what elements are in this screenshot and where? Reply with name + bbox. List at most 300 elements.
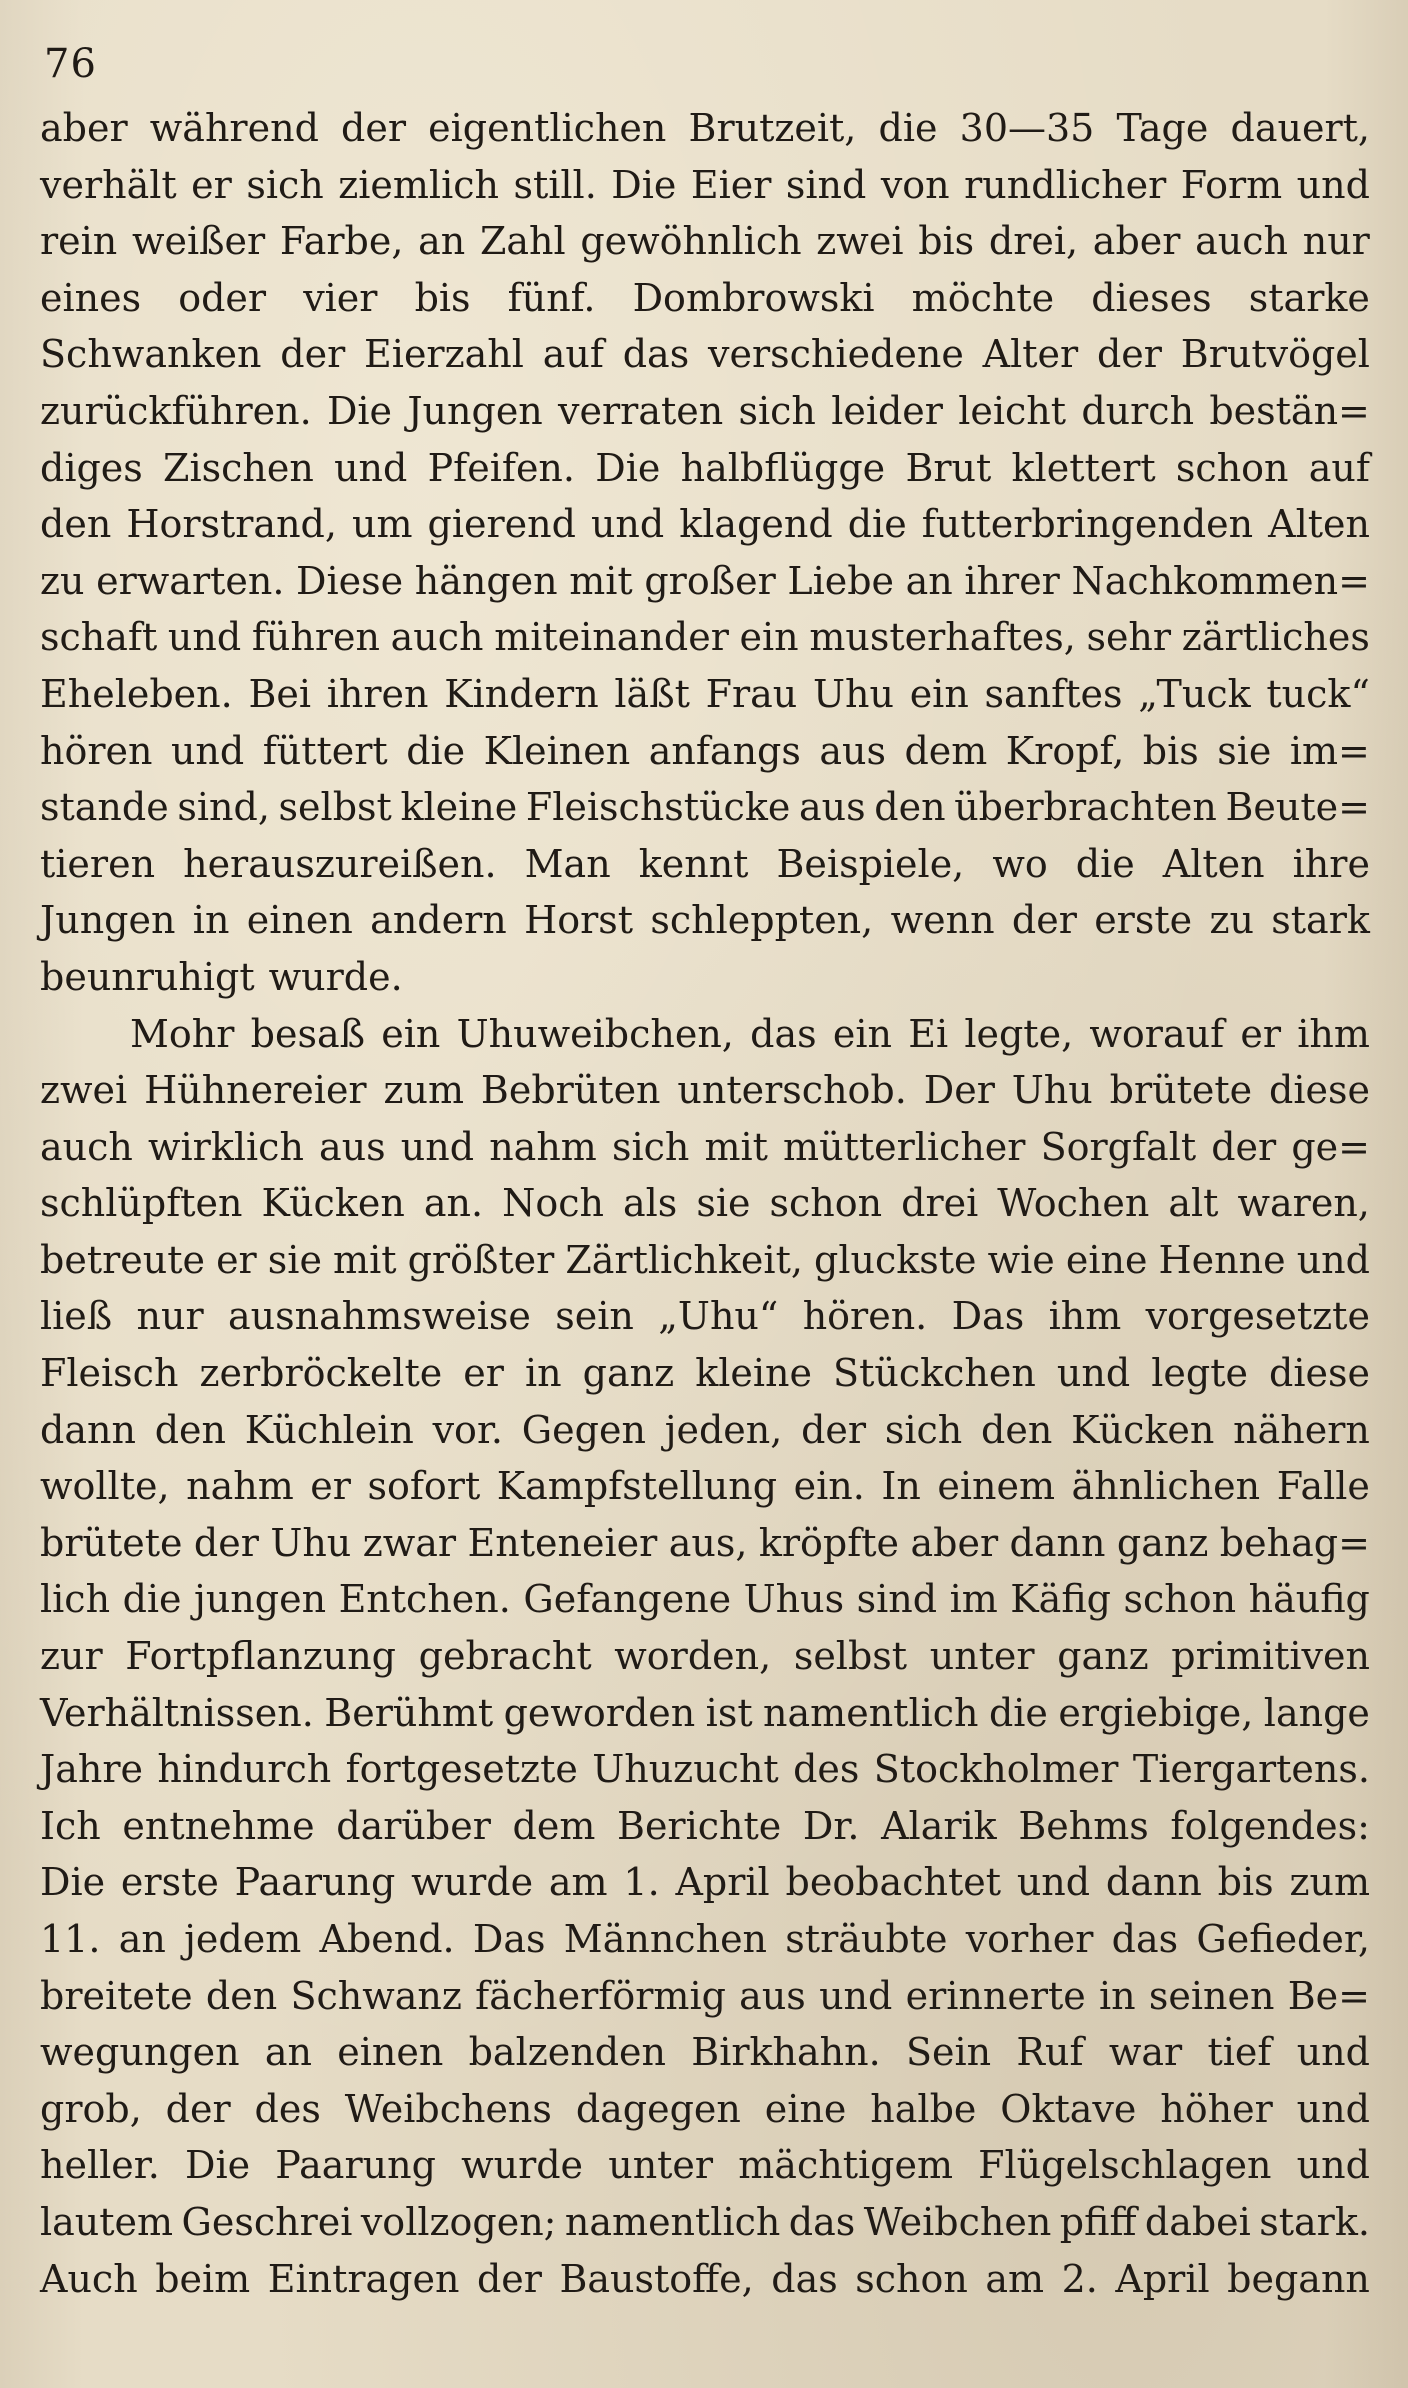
word: sofort xyxy=(367,1464,481,1509)
word: pfiff xyxy=(1059,2199,1137,2244)
word: leider xyxy=(831,388,943,433)
word: worauf xyxy=(1089,1011,1225,1056)
word: den xyxy=(981,1407,1053,1452)
word: er xyxy=(463,1351,504,1396)
word: breitete xyxy=(40,1973,193,2018)
word: Abend. xyxy=(319,1917,455,1961)
word: alt xyxy=(1168,1181,1219,1226)
text-line xyxy=(40,553,1370,610)
word: stande xyxy=(40,785,169,830)
word: Liebe xyxy=(787,558,895,603)
word: und xyxy=(1296,2143,1370,2188)
word: starke xyxy=(1248,275,1370,320)
word: entnehme xyxy=(122,1803,315,1848)
word: vorgesetzte xyxy=(1145,1294,1370,1339)
word: wollte, xyxy=(40,1464,170,1509)
word: dagegen xyxy=(575,2086,741,2131)
word: aus xyxy=(319,1124,386,1169)
text-line xyxy=(40,1968,1370,2025)
word: und xyxy=(590,502,665,547)
word: zwar xyxy=(362,1520,457,1565)
word: Berühmt xyxy=(324,1690,494,1735)
text-line xyxy=(40,440,1370,497)
text-line xyxy=(40,1854,1370,1911)
word: zu xyxy=(40,558,85,603)
word: des xyxy=(793,1747,860,1792)
word: schon xyxy=(1175,445,1289,490)
word: Kleinen xyxy=(483,728,631,773)
body-text xyxy=(40,100,1370,2307)
word: Oktave xyxy=(1000,2086,1137,2131)
word: selbst xyxy=(278,785,392,830)
text-line xyxy=(40,1345,1370,1402)
word: das xyxy=(750,1011,817,1056)
word: erinnerte xyxy=(905,1973,1086,2018)
word: Mohr xyxy=(130,1011,235,1056)
word: vor. xyxy=(432,1407,504,1452)
word: den xyxy=(874,785,946,830)
word: Enteneier xyxy=(467,1520,658,1565)
word: nur xyxy=(136,1294,204,1339)
text-line xyxy=(40,1628,1370,1685)
word: größter xyxy=(407,1237,555,1282)
word: häufig xyxy=(1248,1577,1370,1622)
word: zerbröckelte xyxy=(199,1351,443,1396)
word: am xyxy=(985,2256,1045,2301)
word: geworden xyxy=(503,1690,696,1735)
word: tieren xyxy=(40,841,156,886)
word: mit xyxy=(704,1124,768,1169)
word: Eier xyxy=(690,162,772,207)
text-line xyxy=(40,2081,1370,2138)
word: Schwanken xyxy=(40,332,262,377)
word: gluckste xyxy=(814,1237,977,1282)
word: schlüpften xyxy=(40,1181,243,1226)
word: wenn xyxy=(890,898,995,943)
word: Baustoffe, xyxy=(559,2256,754,2301)
word: ganz xyxy=(1116,1520,1209,1565)
word: Ruf xyxy=(1016,2030,1084,2075)
word: Zischen xyxy=(163,445,314,490)
word: bis xyxy=(1142,728,1199,773)
word: einen xyxy=(337,2030,444,2075)
word: aus xyxy=(798,785,866,830)
word: balzenden xyxy=(468,2030,666,2075)
word: stark. xyxy=(1259,2199,1370,2244)
word: von xyxy=(880,162,950,207)
word: die xyxy=(847,502,907,547)
word: grob, xyxy=(40,2086,142,2131)
word: bis xyxy=(918,219,975,264)
word: anfangs xyxy=(648,728,801,773)
word: Uhu xyxy=(270,1520,352,1565)
word: Das xyxy=(472,1917,546,1961)
word: führen xyxy=(251,615,380,660)
word: Farbe, xyxy=(279,219,404,264)
word: Fleisch xyxy=(40,1351,179,1396)
word: und xyxy=(334,445,408,490)
text-line xyxy=(40,1175,1370,1232)
word: wurde xyxy=(461,2143,584,2188)
word: eigentlichen xyxy=(428,106,667,150)
word: schon xyxy=(855,2256,968,2301)
word: erste xyxy=(1094,898,1193,943)
text-line xyxy=(40,2251,1370,2308)
word: Die xyxy=(326,388,393,433)
word: zurückführen. xyxy=(40,388,312,433)
word: Die xyxy=(185,2143,251,2188)
word: am xyxy=(548,1860,608,1905)
word: er xyxy=(1240,1011,1282,1056)
text-line xyxy=(40,1911,1370,1968)
text-line xyxy=(40,1402,1370,1459)
word: den xyxy=(205,1973,278,2018)
word: den xyxy=(154,1407,226,1452)
word: Uhuweibchen, xyxy=(456,1011,734,1056)
word: herauszureißen. xyxy=(183,841,497,886)
word: ergiebige, xyxy=(1058,1690,1254,1735)
word: bestän= xyxy=(1209,388,1370,433)
word: erste xyxy=(120,1860,219,1905)
word: mit xyxy=(333,1237,397,1282)
word: Fortpflanzung xyxy=(125,1634,396,1679)
word: weißer xyxy=(131,219,266,264)
word: Das xyxy=(951,1294,1025,1339)
word: worden, xyxy=(614,1634,772,1679)
word: fortgesetzte xyxy=(345,1747,578,1792)
word: zu xyxy=(1209,898,1254,943)
word: wurde. xyxy=(268,954,403,999)
text-line xyxy=(40,2137,1370,2194)
word: andern xyxy=(370,898,507,943)
word: und xyxy=(400,1124,475,1169)
text-line xyxy=(40,949,1370,1006)
word: während xyxy=(149,106,319,150)
word: der xyxy=(801,1407,867,1452)
word: und xyxy=(1056,1351,1131,1396)
word: und xyxy=(1296,1237,1370,1282)
word: heller. xyxy=(40,2143,160,2188)
word: In xyxy=(881,1464,921,1509)
word: auf xyxy=(1308,445,1370,490)
word: der xyxy=(341,106,407,150)
word: der xyxy=(476,2256,542,2301)
word: Verhältnissen. xyxy=(40,1690,314,1735)
text-line xyxy=(40,270,1370,327)
word: Kampfstellung xyxy=(496,1464,778,1509)
word: der xyxy=(1011,898,1077,943)
word: im= xyxy=(1289,728,1370,773)
word: um xyxy=(351,502,413,547)
word: an. xyxy=(423,1181,484,1226)
word: besaß xyxy=(250,1011,366,1056)
word: der xyxy=(1096,332,1162,377)
word: ist xyxy=(705,1690,753,1735)
word: füttert xyxy=(262,728,388,773)
word: folgendes: xyxy=(1170,1803,1370,1848)
text-line xyxy=(40,2024,1370,2081)
word: April xyxy=(1115,2256,1210,2301)
word: jedem xyxy=(184,1917,302,1961)
word: und xyxy=(1296,162,1370,207)
text-line xyxy=(40,1232,1370,1289)
text-line xyxy=(40,836,1370,893)
word: ähnlichen xyxy=(1071,1464,1261,1509)
word: Der xyxy=(923,1068,995,1113)
word: dann xyxy=(1105,1860,1202,1905)
word: läßt xyxy=(614,671,690,716)
word: aus xyxy=(819,728,886,773)
word: Küchlein xyxy=(244,1407,414,1452)
word: sich xyxy=(738,388,816,433)
word: Kücken xyxy=(261,1181,405,1226)
word: ihm xyxy=(1048,1294,1122,1339)
word: war xyxy=(1108,2030,1183,2075)
word: ziemlich xyxy=(338,162,499,207)
word: Hühnereier xyxy=(144,1068,367,1113)
word: diese xyxy=(1269,1351,1370,1396)
text-line xyxy=(40,496,1370,553)
word: drei, xyxy=(988,219,1079,264)
word: Ich xyxy=(40,1803,101,1848)
text-line xyxy=(40,1515,1370,1572)
word: sehr xyxy=(1086,615,1172,660)
word: Eintragen xyxy=(267,2256,460,2301)
word: Die xyxy=(40,1860,106,1905)
word: sich xyxy=(246,162,324,207)
word: nahm xyxy=(489,1124,597,1169)
word: Tage xyxy=(1116,106,1209,150)
word: vier xyxy=(303,275,378,320)
word: die xyxy=(1075,841,1135,886)
word: Bebrüten xyxy=(480,1068,661,1113)
word: dieses xyxy=(1091,275,1212,320)
word: „Uhu“ xyxy=(658,1294,779,1339)
word: ein xyxy=(381,1011,441,1056)
word: ihm xyxy=(1297,1011,1370,1056)
word: zur xyxy=(40,1634,103,1679)
word: bis xyxy=(1217,1860,1274,1905)
word: primitiven xyxy=(1171,1634,1370,1679)
word: einem xyxy=(937,1464,1055,1509)
word: Sein xyxy=(905,2030,992,2075)
word: waren, xyxy=(1237,1181,1370,1226)
word: Weibchen xyxy=(863,2199,1052,2244)
word: möchte xyxy=(911,275,1055,320)
word: Berichte xyxy=(617,1803,782,1848)
word: auch xyxy=(40,1124,133,1169)
word: miteinander xyxy=(494,615,729,660)
word: Man xyxy=(524,841,611,886)
word: im xyxy=(949,1577,998,1622)
word: sanftes xyxy=(984,671,1123,716)
word: Dombrowski xyxy=(632,275,875,320)
word: Ei xyxy=(908,1011,949,1056)
word: klettert xyxy=(1011,445,1156,490)
text-line xyxy=(40,213,1370,270)
word: jeden, xyxy=(664,1407,783,1452)
word: hängen xyxy=(414,558,558,603)
word: auch xyxy=(1195,219,1289,264)
word: Noch xyxy=(502,1181,604,1226)
word: sich xyxy=(884,1407,963,1452)
word: Zärtlichkeit, xyxy=(565,1237,803,1282)
text-line xyxy=(40,1798,1370,1855)
word: Zahl xyxy=(479,219,566,264)
word: Käfig xyxy=(1010,1577,1111,1622)
word: großer xyxy=(644,558,776,603)
text-line xyxy=(40,1288,1370,1345)
word: in xyxy=(1099,1973,1136,2018)
text-line xyxy=(40,326,1370,383)
word: mit xyxy=(569,558,633,603)
word: verschiedene xyxy=(708,332,964,377)
word: und xyxy=(167,615,242,660)
word: April xyxy=(675,1860,770,1905)
word: er xyxy=(310,1464,351,1509)
word: durch xyxy=(1081,388,1195,433)
word: der xyxy=(193,1520,259,1565)
word: 1. xyxy=(623,1860,660,1905)
word: darüber xyxy=(336,1803,491,1848)
word: der xyxy=(280,332,346,377)
word: kröpfte xyxy=(758,1520,900,1565)
word: höher xyxy=(1160,2086,1273,2131)
word: ein xyxy=(739,615,799,660)
text-line xyxy=(40,1006,1370,1063)
word: verhält xyxy=(40,162,177,207)
word: nur xyxy=(1302,219,1370,264)
word: erwarten. xyxy=(96,558,285,603)
word: lange xyxy=(1263,1690,1370,1735)
word: Stückchen xyxy=(833,1351,1036,1396)
word: Entchen. xyxy=(338,1577,511,1622)
word: an xyxy=(118,1917,166,1961)
word: Bei xyxy=(248,671,312,716)
word: Brutzeit, xyxy=(688,106,857,150)
word: Alten xyxy=(1162,841,1265,886)
word: 30—35 xyxy=(959,106,1095,150)
word: seinen xyxy=(1148,1973,1275,2018)
word: er xyxy=(191,162,232,207)
word: nähern xyxy=(1233,1407,1370,1452)
word: rundlicher xyxy=(964,162,1167,207)
word: 11. xyxy=(40,1917,101,1961)
word: namentlich xyxy=(564,2199,781,2244)
text-line xyxy=(40,779,1370,836)
word: in xyxy=(524,1351,562,1396)
word: ganz xyxy=(582,1351,675,1396)
word: halbflügge xyxy=(680,445,886,490)
word: unter xyxy=(929,1634,1035,1679)
word: beobachtet xyxy=(785,1860,1001,1905)
word: tuck“ xyxy=(1266,671,1370,716)
text-line xyxy=(40,666,1370,723)
word: ließ xyxy=(40,1294,113,1339)
word: vorher xyxy=(965,1917,1094,1961)
word: schleppten, xyxy=(650,898,874,943)
word: behag= xyxy=(1219,1520,1370,1565)
word: lich xyxy=(40,1577,111,1622)
word: Jungen xyxy=(40,898,176,943)
word: schaft xyxy=(40,615,158,660)
word: ein xyxy=(909,671,969,716)
word: Beispiele, xyxy=(776,841,965,886)
word: als xyxy=(623,1181,678,1226)
word: Stockholmer xyxy=(873,1747,1119,1792)
text-line xyxy=(40,383,1370,440)
word: eines xyxy=(40,275,142,320)
word: kennt xyxy=(638,841,749,886)
text-line xyxy=(40,609,1370,666)
word: zum xyxy=(383,1068,465,1113)
word: die xyxy=(406,728,466,773)
word: an xyxy=(264,2030,312,2075)
text-line xyxy=(40,100,1370,157)
word: Uhus xyxy=(743,1577,845,1622)
word: schon xyxy=(1123,1577,1237,1622)
word: aus xyxy=(739,1973,806,2018)
word: dem xyxy=(512,1803,596,1848)
word: Henne xyxy=(1158,1237,1286,1282)
word: Birkhahn. xyxy=(691,2030,881,2075)
word: kleine xyxy=(400,785,518,830)
word: und xyxy=(1016,1860,1091,1905)
word: sie xyxy=(696,1181,751,1226)
word: wegungen xyxy=(40,2030,240,2075)
word: Flügelschlagen xyxy=(978,2143,1272,2188)
word: Brut xyxy=(905,445,992,490)
word: Falle xyxy=(1276,1464,1370,1509)
word: Paarung xyxy=(234,1860,396,1905)
word: Horst xyxy=(524,898,634,943)
text-line xyxy=(40,1685,1370,1742)
word: wo xyxy=(992,841,1048,886)
word: halbe xyxy=(870,2086,977,2131)
word: ein xyxy=(832,1011,892,1056)
word: Horstrand, xyxy=(126,502,337,547)
word: beunruhigt xyxy=(40,954,255,999)
word: kleine xyxy=(695,1351,812,1396)
word: auf xyxy=(542,332,604,377)
word: vollzogen; xyxy=(360,2199,557,2244)
word: ihre xyxy=(1292,841,1370,886)
word: und xyxy=(1296,2086,1370,2131)
word: wie xyxy=(987,1237,1055,1282)
word: ganz xyxy=(1057,1634,1149,1679)
word: begann xyxy=(1227,2256,1370,2301)
word: namentlich xyxy=(763,1690,979,1735)
word: Brutvögel xyxy=(1180,332,1370,377)
word: hindurch xyxy=(157,1747,332,1792)
word: an xyxy=(418,219,466,264)
word: Sorgfalt xyxy=(1040,1124,1197,1169)
word: brütete xyxy=(1109,1068,1253,1113)
word: gierend xyxy=(427,502,576,547)
word: Eierzahl xyxy=(364,332,524,377)
word: „Tuck xyxy=(1138,671,1251,716)
text-line xyxy=(40,1458,1370,1515)
word: dauert, xyxy=(1230,106,1370,150)
word: sind xyxy=(856,1577,938,1622)
word: eine xyxy=(764,2086,847,2131)
word: sträubte xyxy=(785,1917,948,1961)
word: Frau xyxy=(705,671,798,716)
word: tief xyxy=(1207,2030,1272,2075)
word: Schwanz xyxy=(290,1973,462,2018)
word: Dr. xyxy=(802,1803,860,1848)
word: diese xyxy=(1269,1068,1370,1113)
